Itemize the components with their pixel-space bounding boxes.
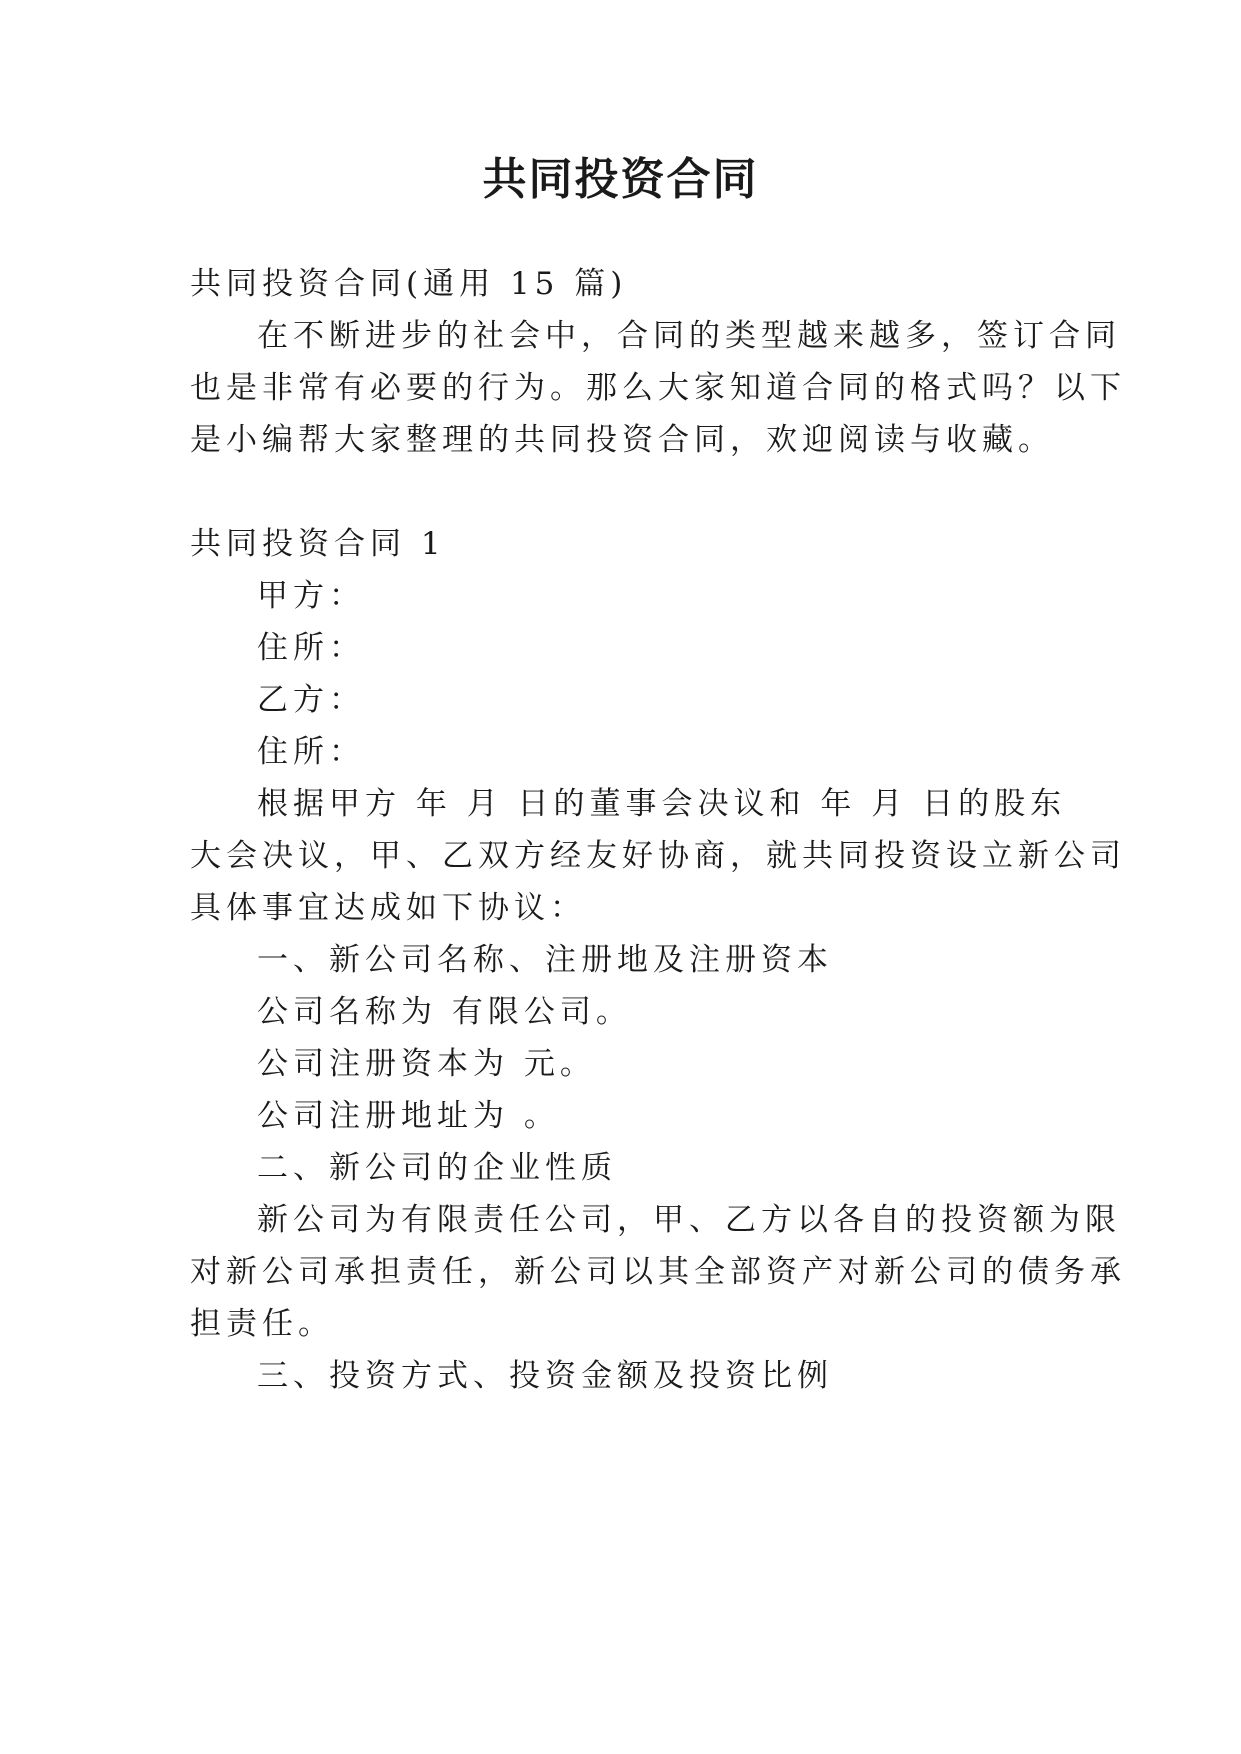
clause-2-heading: 二、新公司的企业性质 xyxy=(257,1150,617,1186)
company-name-line: 公司名称为 有限公司。 xyxy=(257,994,632,1030)
document-subtitle: 共同投资合同(通用 15 篇) xyxy=(190,266,628,302)
party-a-address-label: 住所： xyxy=(257,630,365,666)
party-b-address-label: 住所： xyxy=(257,734,365,770)
document-title: 共同投资合同 xyxy=(482,154,759,205)
registered-address-line: 公司注册地址为 。 xyxy=(257,1098,560,1134)
clause-2-body-line-1: 新公司为有限责任公司，甲、乙方以各自的投资额为限 xyxy=(257,1202,1121,1238)
basis-line-3: 具体事宜达成如下协议： xyxy=(190,890,586,926)
intro-line-3: 是小编帮大家整理的共同投资合同，欢迎阅读与收藏。 xyxy=(190,422,1054,458)
party-a-label: 甲方： xyxy=(257,578,365,614)
clause-2-body-line-2: 对新公司承担责任，新公司以其全部资产对新公司的债务承 xyxy=(190,1254,1126,1290)
basis-line-2: 大会决议，甲、乙双方经友好协商，就共同投资设立新公司 xyxy=(190,838,1126,874)
party-b-label: 乙方： xyxy=(257,682,365,718)
clause-2-body-line-3: 担责任。 xyxy=(190,1306,334,1342)
section-heading: 共同投资合同 1 xyxy=(190,526,446,562)
clause-3-heading: 三、投资方式、投资金额及投资比例 xyxy=(257,1358,833,1394)
registered-capital-line: 公司注册资本为 元。 xyxy=(257,1046,596,1082)
intro-line-1: 在不断进步的社会中，合同的类型越来越多，签订合同 xyxy=(257,318,1121,354)
intro-line-2: 也是非常有必要的行为。那么大家知道合同的格式吗？以下 xyxy=(190,370,1126,406)
clause-1-heading: 一、新公司名称、注册地及注册资本 xyxy=(257,942,833,978)
basis-line-1: 根据甲方 年 月 日的董事会决议和 年 月 日的股东 xyxy=(257,786,1067,822)
